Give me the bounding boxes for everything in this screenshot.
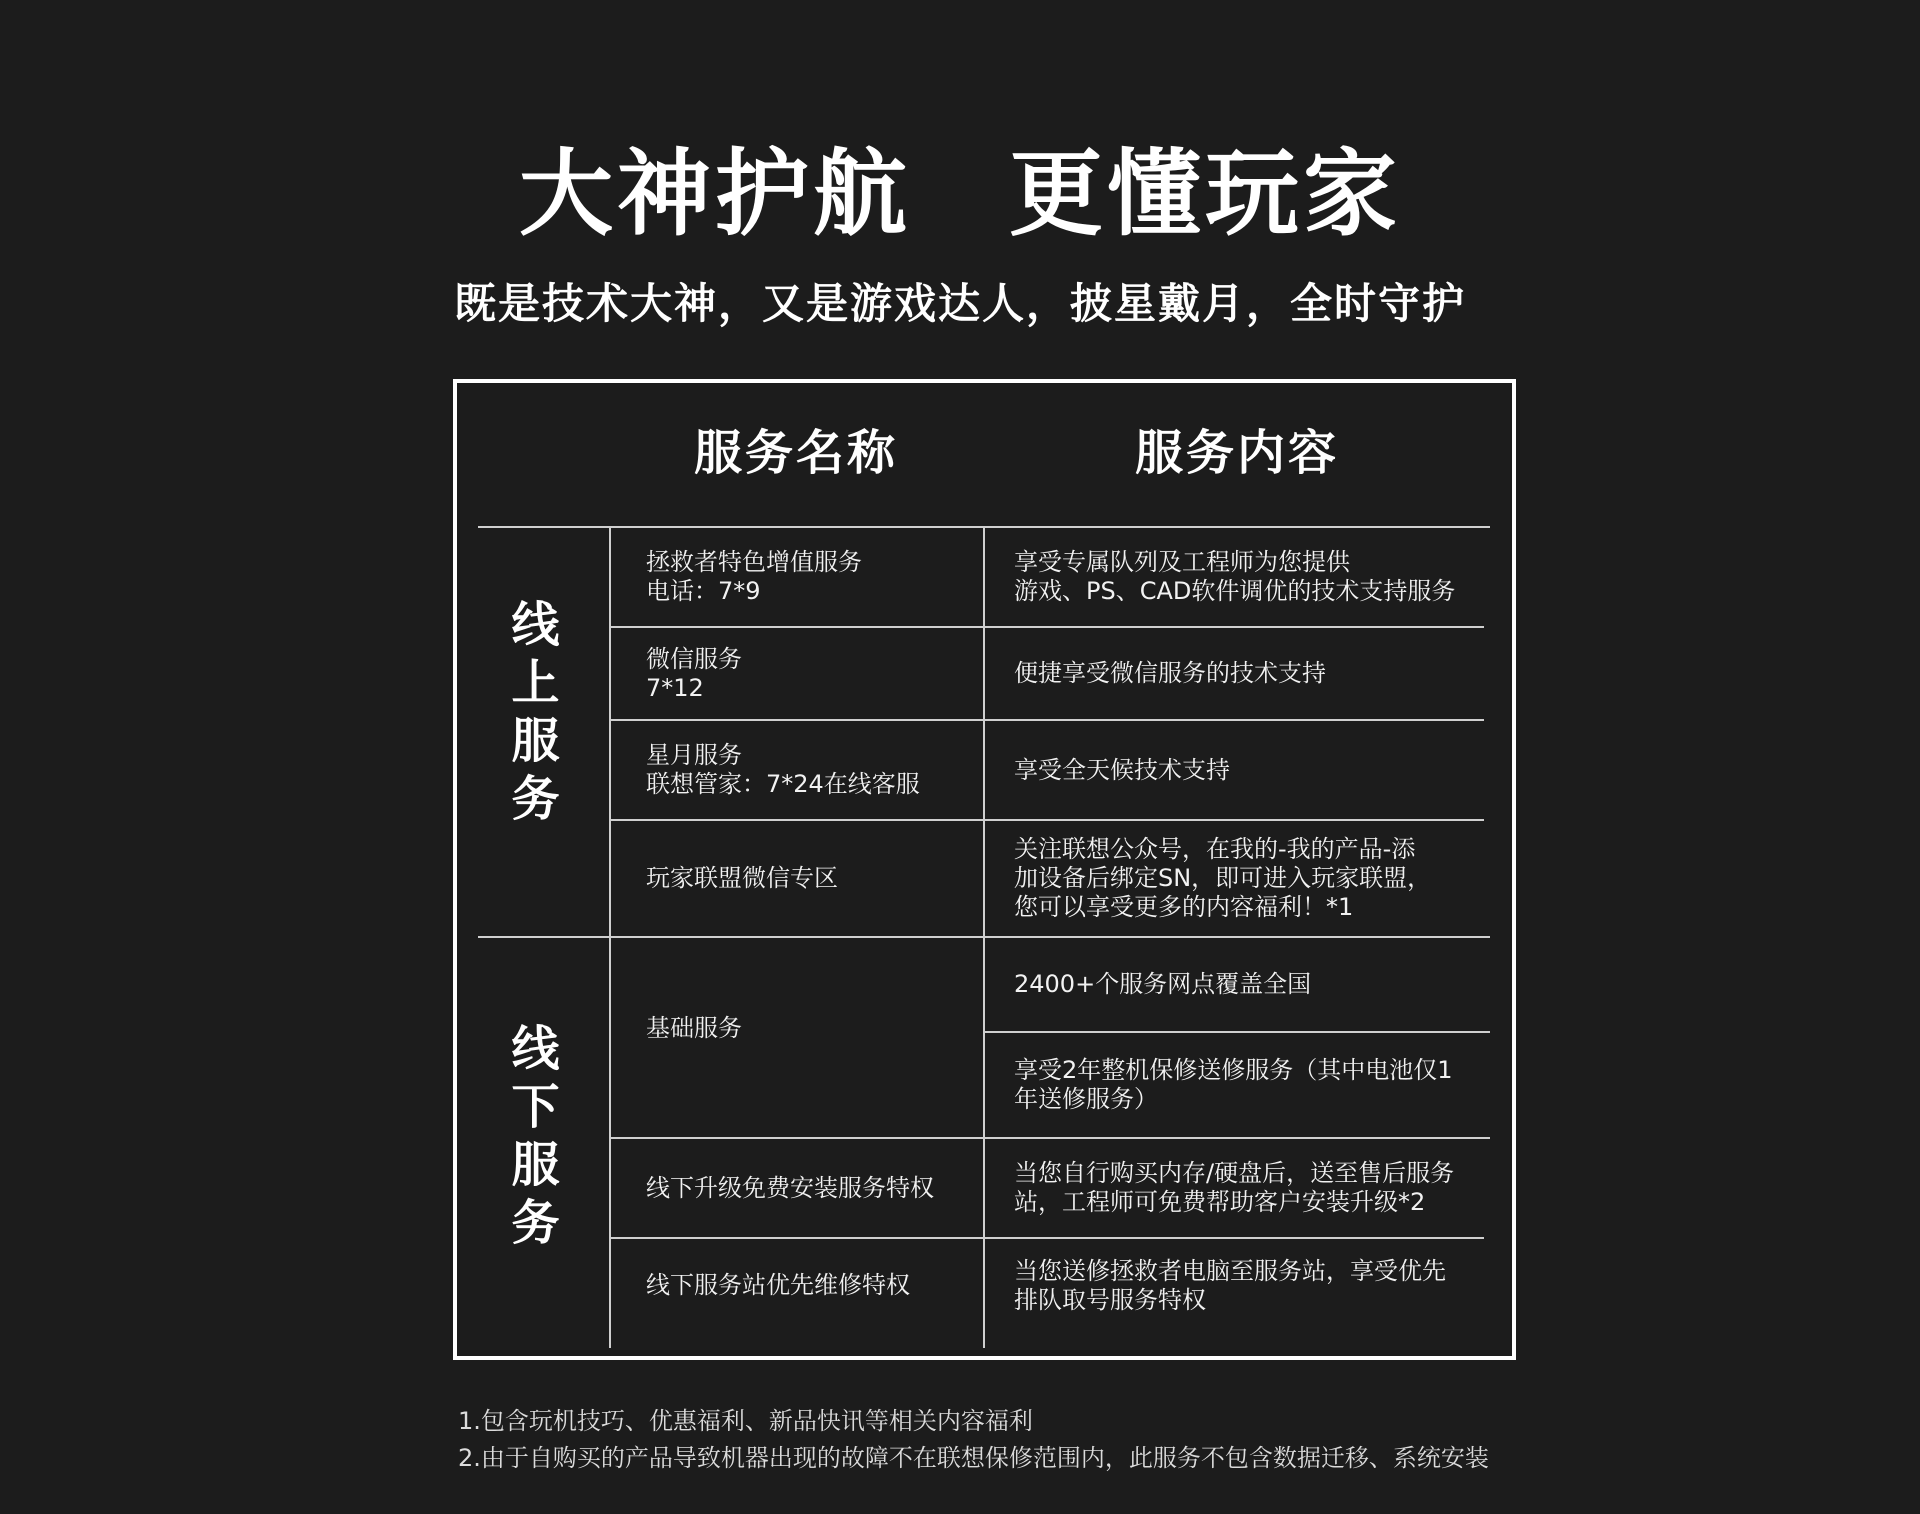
service-content-cell: 当您自行购买内存/硬盘后，送至售后服务 站，工程师可免费帮助客户安装升级*2 (1014, 1159, 1455, 1216)
footnote-1: 1.包含玩机技巧、优惠福利、新品快讯等相关内容福利 (458, 1407, 1033, 1435)
service-name-cell: 星月服务 联想管家：7*24在线客服 (646, 741, 920, 798)
service-name-cell: 线下服务站优先维修特权 (646, 1271, 910, 1299)
column-divider (983, 526, 985, 1348)
service-content-cell: 关注联想公众号，在我的-我的产品-添 加设备后绑定SN，即可进入玩家联盟， 您可以享受更多的内容福利！*1 (1014, 835, 1432, 921)
service-name-cell: 线下升级免费安装服务特权 (646, 1173, 934, 1202)
service-name-cell: 拯救者特色增值服务 电话：7*9 (646, 548, 862, 605)
service-content-cell: 2400+个服务网点覆盖全国 (1014, 970, 1312, 998)
service-content-cell: 便捷享受微信服务的技术支持 (1014, 659, 1326, 687)
column-header-service-content: 服务内容 (1134, 425, 1339, 481)
page-title: 大神护航 更懂玩家 (518, 140, 1401, 249)
column-header-service-name: 服务名称 (693, 425, 898, 481)
service-name-cell: 玩家联盟微信专区 (646, 864, 838, 892)
group-label-offline: 线 下 服 务 (511, 1021, 560, 1251)
service-content-cell: 享受专属队列及工程师为您提供 游戏、PS、CAD软件调优的技术支持服务 (1014, 548, 1456, 605)
service-content-cell: 享受2年整机保修送修服务（其中电池仅1 年送修服务） (1014, 1056, 1453, 1113)
service-content-cell: 享受全天候技术支持 (1014, 755, 1230, 784)
service-name-cell: 微信服务 7*12 (646, 644, 742, 702)
service-content-cell: 当您送修拯救者电脑至服务站，享受优先 排队取号服务特权 (1014, 1256, 1446, 1314)
column-divider (609, 526, 611, 1348)
group-label-online: 线 上 服 务 (511, 597, 560, 827)
page-subtitle: 既是技术大神，又是游戏达人，披星戴月，全时守护 (453, 279, 1466, 328)
service-name-cell: 基础服务 (646, 1014, 742, 1042)
footnote-2: 2.由于自购买的产品导致机器出现的故障不在联想保修范围内，此服务不包含数据迁移、系统安装 (458, 1444, 1489, 1472)
